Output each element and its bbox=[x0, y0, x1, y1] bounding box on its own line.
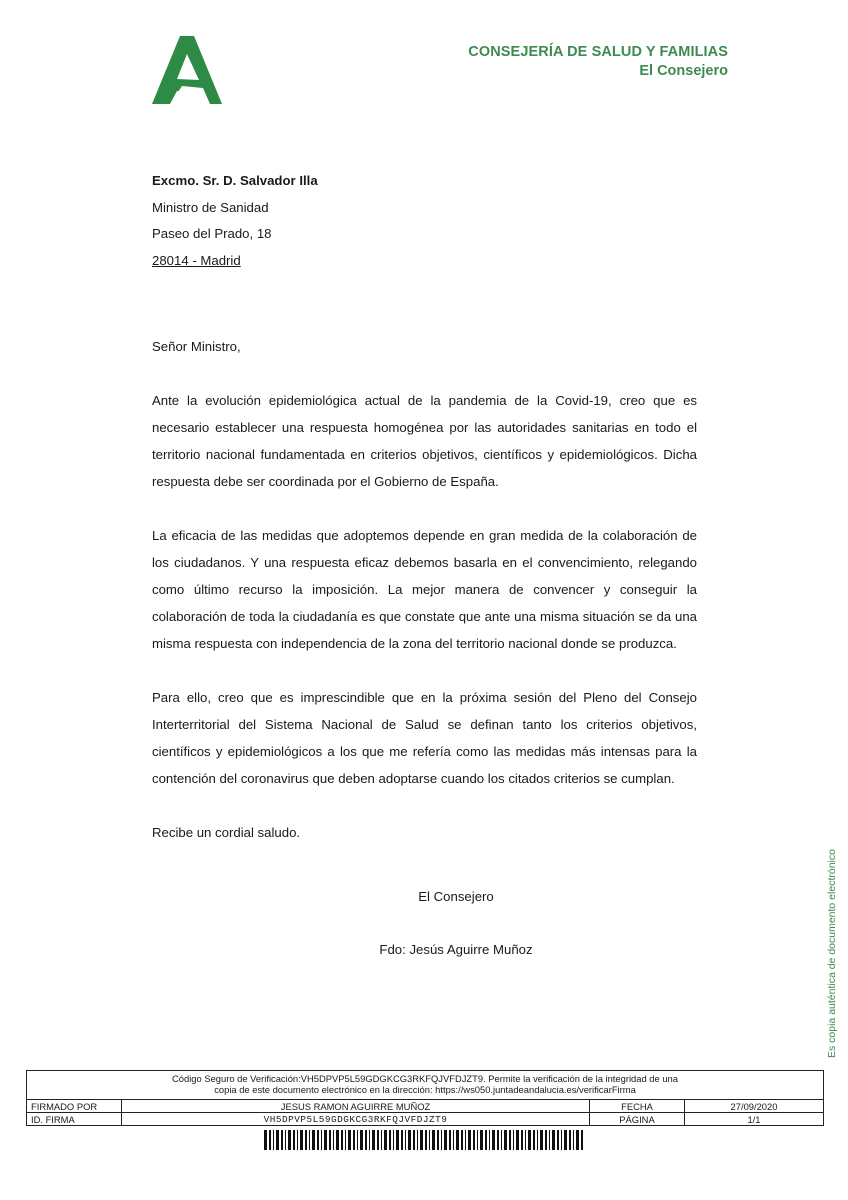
closing: Recibe un cordial saludo. bbox=[152, 825, 301, 840]
salutation: Señor Ministro, bbox=[152, 339, 241, 354]
verification-text bbox=[27, 1071, 823, 1100]
barcode-bar bbox=[420, 1130, 423, 1150]
barcode-bar bbox=[281, 1130, 283, 1150]
barcode-bar bbox=[552, 1130, 555, 1150]
recipient-name: Excmo. Sr. D. Salvador Illa bbox=[152, 173, 318, 188]
date-label: FECHA bbox=[590, 1100, 685, 1113]
barcode-bar bbox=[300, 1130, 303, 1150]
barcode-bar bbox=[405, 1130, 406, 1150]
barcode-bar bbox=[497, 1130, 499, 1150]
barcode-bar bbox=[557, 1130, 559, 1150]
barcode-bar bbox=[276, 1130, 279, 1150]
page-number: 1/1 bbox=[685, 1113, 824, 1126]
barcode-bar bbox=[485, 1130, 487, 1150]
barcode-bar bbox=[432, 1130, 435, 1150]
barcode-bar bbox=[468, 1130, 471, 1150]
barcode-bar bbox=[348, 1130, 351, 1150]
barcode-bar bbox=[365, 1130, 367, 1150]
barcode-bar bbox=[456, 1130, 459, 1150]
recipient-position: Ministro de Sanidad bbox=[152, 199, 269, 215]
paragraph-2: La eficacia de las medidas que adoptemos depende en gran medida de la colaboración de los ciudadanos. Y una respuesta eficaz debemos basarla en el convencimiento, relegando como último recurso la imposición. La mejor manera de convencer y conseguir la colaboración de toda la ciudadanía es que constate que ante una misma situación se da una misma respuesta con independencia de la zona del territorio nacional donde se produzca. bbox=[152, 528, 697, 651]
barcode-bar bbox=[324, 1130, 327, 1150]
barcode-bar bbox=[573, 1130, 574, 1150]
paragraph-3: Para ello, creo que es imprescindible que en la próxima sesión del Pleno del Consejo Interterritorial del Sistema Nacional de Salud se definan tanto los criterios objetivos, científicos y epidemiológicos a los que me refería como las medidas más intensas para la contención del coronavirus que deben adoptarse cuando los citados criterios se cumplan. bbox=[152, 690, 697, 786]
barcode-bar bbox=[564, 1130, 567, 1150]
barcode-bar bbox=[473, 1130, 475, 1150]
barcode-icon bbox=[264, 1130, 584, 1150]
barcode-bar bbox=[545, 1130, 547, 1150]
barcode-bar bbox=[465, 1130, 466, 1150]
barcode-bar bbox=[521, 1130, 523, 1150]
verification-line-1: Código Seguro de Verificación:VH5DPVP5L59GDGKCG3RKFQJVFDJZT9. Permite la verificación de la integridad de una bbox=[172, 1073, 678, 1084]
barcode-bar bbox=[273, 1130, 274, 1150]
barcode-bar bbox=[441, 1130, 442, 1150]
barcode-bar bbox=[509, 1130, 511, 1150]
signature-title: El Consejero bbox=[418, 889, 494, 904]
barcode-bar bbox=[309, 1130, 310, 1150]
barcode-bar bbox=[549, 1130, 550, 1150]
junta-andalucia-logo-icon bbox=[150, 36, 222, 104]
office-name: El Consejero bbox=[639, 63, 728, 79]
authentic-copy-note: Es copia auténtica de documento electrónico bbox=[826, 849, 838, 1058]
barcode-bar bbox=[413, 1130, 415, 1150]
signature-id-label: ID. FIRMA bbox=[27, 1113, 122, 1126]
barcode-bar bbox=[408, 1130, 411, 1150]
barcode-bar bbox=[461, 1130, 463, 1150]
signature-name: Fdo: Jesús Aguirre Muñoz bbox=[379, 942, 533, 957]
barcode-bar bbox=[377, 1130, 379, 1150]
barcode-bar bbox=[533, 1130, 535, 1150]
recipient-city: 28014 - Madrid bbox=[152, 252, 241, 268]
barcode-bar bbox=[329, 1130, 331, 1150]
signature-id-value: VH5DPVP5L59GDGKCG3RKFQJVFDJZT9 bbox=[122, 1113, 590, 1126]
barcode-bar bbox=[540, 1130, 543, 1150]
barcode-bar bbox=[317, 1130, 319, 1150]
barcode-bar bbox=[285, 1130, 286, 1150]
barcode-bar bbox=[341, 1130, 343, 1150]
barcode-bar bbox=[581, 1130, 583, 1150]
signed-by-label: FIRMADO POR bbox=[27, 1100, 122, 1113]
barcode-bar bbox=[333, 1130, 334, 1150]
barcode-bar bbox=[321, 1130, 322, 1150]
barcode-bar bbox=[492, 1130, 495, 1150]
barcode-bar bbox=[293, 1130, 295, 1150]
barcode-bar bbox=[357, 1130, 358, 1150]
letterhead bbox=[468, 44, 728, 79]
letter-body bbox=[152, 333, 697, 846]
barcode-bar bbox=[528, 1130, 531, 1150]
barcode-bar bbox=[369, 1130, 370, 1150]
barcode-bar bbox=[429, 1130, 430, 1150]
barcode-bar bbox=[297, 1130, 298, 1150]
verification-line-2: copia de este documento electrónico en la dirección: https://ws050.juntadeandalucia.es/verificarFirma bbox=[214, 1084, 636, 1095]
barcode-bar bbox=[489, 1130, 490, 1150]
signer-name: JESUS RAMON AGUIRRE MUÑOZ bbox=[122, 1100, 590, 1113]
table-row bbox=[27, 1100, 823, 1113]
recipient-street: Paseo del Prado, 18 bbox=[152, 226, 272, 241]
barcode-bar bbox=[453, 1130, 454, 1150]
barcode-bar bbox=[360, 1130, 363, 1150]
barcode-bar bbox=[576, 1130, 579, 1150]
barcode-bar bbox=[504, 1130, 507, 1150]
barcode-bar bbox=[513, 1130, 514, 1150]
barcode-bar bbox=[501, 1130, 502, 1150]
barcode-bar bbox=[401, 1130, 403, 1150]
department-name: CONSEJERÍA DE SALUD Y FAMILIAS bbox=[468, 44, 728, 60]
signature-date: 27/09/2020 bbox=[685, 1100, 824, 1113]
barcode-bar bbox=[305, 1130, 307, 1150]
barcode-bar bbox=[381, 1130, 382, 1150]
barcode-bar bbox=[345, 1130, 346, 1150]
barcode-bar bbox=[396, 1130, 399, 1150]
paragraph-1: Ante la evolución epidemiológica actual de la pandemia de la Covid-19, creo que es necesario establecer una respuesta homogénea por las autoridades sanitarias en todo el territorio nacional fundamentada en criterios objetivos, científicos y epidemiológicos. Dicha respuesta debe ser coordinada por el Gobierno de España. bbox=[152, 393, 697, 489]
barcode-bar bbox=[516, 1130, 519, 1150]
recipient-address bbox=[152, 172, 318, 278]
barcode-bar bbox=[393, 1130, 394, 1150]
barcode-bar bbox=[384, 1130, 387, 1150]
barcode-bar bbox=[525, 1130, 526, 1150]
barcode-bar bbox=[561, 1130, 562, 1150]
barcode-bar bbox=[437, 1130, 439, 1150]
barcode-bar bbox=[312, 1130, 315, 1150]
signature-table bbox=[27, 1100, 823, 1125]
barcode-bar bbox=[537, 1130, 538, 1150]
table-row bbox=[27, 1113, 823, 1126]
verification-box bbox=[26, 1070, 824, 1126]
barcode-bar bbox=[417, 1130, 418, 1150]
barcode-bar bbox=[477, 1130, 478, 1150]
barcode-bar bbox=[569, 1130, 571, 1150]
barcode-bar bbox=[288, 1130, 291, 1150]
barcode-bar bbox=[444, 1130, 447, 1150]
barcode-bar bbox=[372, 1130, 375, 1150]
barcode-bar bbox=[425, 1130, 427, 1150]
barcode-bar bbox=[269, 1130, 271, 1150]
barcode-bar bbox=[389, 1130, 391, 1150]
page-label: PÁGINA bbox=[590, 1113, 685, 1126]
barcode-bar bbox=[353, 1130, 355, 1150]
barcode-bar bbox=[264, 1130, 267, 1150]
barcode-bar bbox=[480, 1130, 483, 1150]
barcode-bar bbox=[336, 1130, 339, 1150]
barcode-bar bbox=[449, 1130, 451, 1150]
